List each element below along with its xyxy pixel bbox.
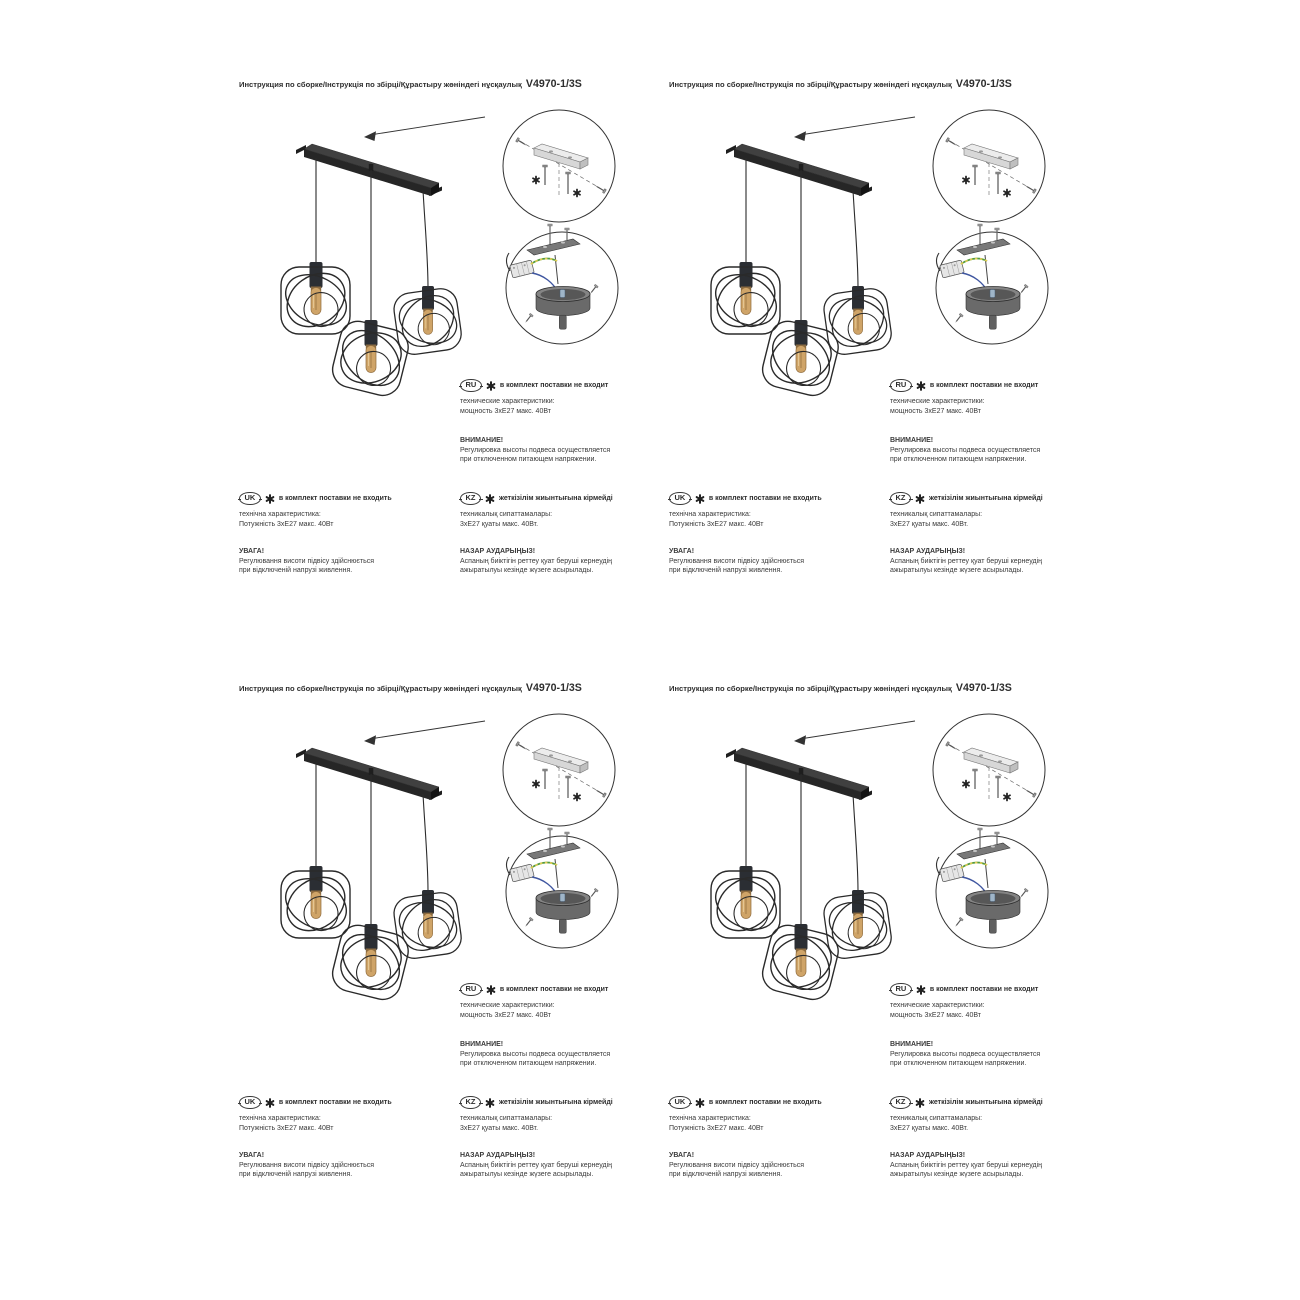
uk-warning-block bbox=[669, 547, 804, 576]
pendant-lamp-drawing bbox=[273, 144, 472, 400]
kz-not-included-note: жеткізілім жиынтығына кірмейді bbox=[929, 1098, 1043, 1106]
uk-warning-line2: при відключеній напрузі живлення. bbox=[669, 1171, 783, 1178]
pendant-lamp-drawing bbox=[273, 748, 472, 1004]
kz-warning-line1: Аспаның биіктігін реттеу қуат беруші кернеудің bbox=[460, 557, 613, 565]
title-text: Инструкция по сборке/Інструкція по збірці/Құрастыру жөніндегі нұсқаулық bbox=[669, 80, 952, 89]
ru-not-included-note: в комплект поставки не входит bbox=[499, 381, 609, 389]
uk-warning-title: УВАГА! bbox=[669, 548, 695, 555]
uk-not-included-note: в комплект поставки не входить bbox=[708, 494, 822, 502]
assembly-figure bbox=[268, 712, 648, 1012]
title-text: Инструкция по сборке/Інструкція по збірці/Құрастыру жөніндегі нұсқаулық bbox=[239, 80, 522, 89]
asterisk-icon bbox=[485, 494, 495, 504]
instruction-sheet bbox=[660, 70, 1090, 671]
kz-spec-value: 3хЕ27 қуаты макс. 40Вт. bbox=[890, 1124, 969, 1132]
sheet-title bbox=[669, 78, 1012, 90]
uk-warning-line1: Регулювання висоти підвісу здійснюється bbox=[239, 557, 375, 565]
sheet-title bbox=[239, 682, 582, 694]
kz-spec-title: техникалық сипаттамалары: bbox=[460, 1115, 553, 1122]
instruction-sheet bbox=[660, 674, 1090, 1275]
pendant-lamp-drawing bbox=[703, 144, 902, 400]
asterisk-icon bbox=[265, 494, 275, 504]
uk-warning-line2: при відключеній напрузі живлення. bbox=[239, 567, 353, 574]
cage-shade-right bbox=[815, 883, 902, 967]
lang-badge-uk: UK bbox=[669, 492, 691, 506]
ru-spec-block bbox=[890, 378, 1038, 416]
uk-warning-line2: при відключеній напрузі живлення. bbox=[669, 567, 783, 574]
kz-spec-title: техникалық сипаттамалары: bbox=[890, 1115, 983, 1122]
uk-spec-title: технічна характеристика: bbox=[669, 1115, 751, 1122]
kz-not-included-note: жеткізілім жиынтығына кірмейді bbox=[929, 494, 1043, 502]
kz-spec-value: 3хЕ27 қуаты макс. 40Вт. bbox=[890, 520, 969, 528]
ru-warning-block bbox=[460, 1040, 610, 1069]
mounting-bracket-inset bbox=[933, 110, 1045, 222]
uk-warning-line1: Регулювання висоти підвісу здійснюється bbox=[669, 1161, 805, 1169]
ru-not-included-note: в комплект поставки не входит bbox=[499, 985, 609, 993]
asterisk-icon bbox=[916, 985, 926, 995]
ru-warning-line1: Регулировка высоты подвеса осуществляется bbox=[460, 446, 611, 454]
uk-warning-line2: при відключеній напрузі живлення. bbox=[239, 1171, 353, 1178]
arrow-pointer bbox=[794, 721, 915, 745]
arrow-pointer bbox=[794, 117, 915, 141]
ru-warning-block bbox=[460, 436, 610, 465]
lang-badge-kz: KZ bbox=[890, 1096, 911, 1110]
mounting-bracket-inset bbox=[503, 714, 615, 826]
ru-warning-line1: Регулировка высоты подвеса осуществляется bbox=[890, 1050, 1041, 1058]
uk-warning-title: УВАГА! bbox=[239, 1152, 265, 1159]
ru-spec-title: технические характеристики: bbox=[890, 1002, 985, 1009]
lang-badge-kz: KZ bbox=[460, 492, 481, 506]
ru-not-included-note: в комплект поставки не входит bbox=[929, 985, 1039, 993]
ru-spec-block bbox=[890, 982, 1038, 1020]
lang-badge-kz: KZ bbox=[890, 492, 911, 506]
ru-spec-value: мощность 3хЕ27 макс. 40Вт bbox=[890, 407, 981, 415]
kz-spec-value: 3хЕ27 қуаты макс. 40Вт. bbox=[460, 1124, 539, 1132]
uk-warning-title: УВАГА! bbox=[239, 548, 265, 555]
ru-warning-line2: при отключенном питающем напряжении. bbox=[890, 1060, 1027, 1067]
title-text: Инструкция по сборке/Інструкція по збірці/Құрастыру жөніндегі нұсқаулық bbox=[239, 684, 522, 693]
kz-warning-title: НАЗАР АУДАРЫҢЫЗ! bbox=[460, 548, 536, 555]
uk-warning-title: УВАГА! bbox=[669, 1152, 695, 1159]
kz-spec-title: техникалық сипаттамалары: bbox=[460, 511, 553, 518]
assembly-figure bbox=[698, 712, 1078, 1012]
ru-warning-title: ВНИМАНИЕ! bbox=[460, 437, 504, 444]
uk-spec-value: Потужність 3хЕ27 макс. 40Вт bbox=[239, 1124, 334, 1132]
ru-warning-title: ВНИМАНИЕ! bbox=[890, 437, 934, 444]
model-number: V4970-1/3S bbox=[525, 78, 582, 90]
ru-spec-title: технические характеристики: bbox=[460, 398, 555, 405]
ru-spec-value: мощность 3хЕ27 макс. 40Вт bbox=[890, 1011, 981, 1019]
uk-warning-block bbox=[239, 547, 374, 576]
ru-warning-block bbox=[890, 436, 1040, 465]
lang-badge-ru: RU bbox=[890, 379, 912, 393]
kz-warning-line2: ажыратылуы кезінде жүзеге асырылады. bbox=[890, 567, 1024, 574]
arrow-pointer bbox=[364, 721, 485, 745]
kz-not-included-note: жеткізілім жиынтығына кірмейді bbox=[499, 1098, 613, 1106]
ru-warning-line1: Регулировка высоты подвеса осуществляется bbox=[890, 446, 1041, 454]
asterisk-icon bbox=[915, 494, 925, 504]
canopy-wiring-inset bbox=[506, 224, 618, 344]
uk-spec-block bbox=[239, 491, 392, 529]
ru-not-included-note: в комплект поставки не входит bbox=[929, 381, 1039, 389]
lang-badge-uk: UK bbox=[669, 1096, 691, 1110]
canopy-wiring-inset bbox=[936, 828, 1048, 948]
cage-shade-left bbox=[703, 863, 789, 945]
ru-spec-value: мощность 3хЕ27 макс. 40Вт bbox=[460, 407, 551, 415]
mounting-bracket-inset bbox=[503, 110, 615, 222]
kz-warning-line2: ажыратылуы кезінде жүзеге асырылады. bbox=[890, 1171, 1024, 1178]
sheet-title bbox=[669, 682, 1012, 694]
ru-warning-title: ВНИМАНИЕ! bbox=[890, 1041, 934, 1048]
assembly-figure bbox=[698, 108, 1078, 408]
cage-shade-right bbox=[815, 279, 902, 363]
model-number: V4970-1/3S bbox=[525, 682, 582, 694]
kz-spec-block bbox=[460, 491, 613, 529]
ru-spec-title: технические характеристики: bbox=[460, 1002, 555, 1009]
ru-spec-block bbox=[460, 982, 608, 1020]
uk-spec-title: технічна характеристика: bbox=[669, 511, 751, 518]
sheet-title bbox=[239, 78, 582, 90]
uk-warning-line1: Регулювання висоти підвісу здійснюється bbox=[239, 1161, 375, 1169]
asterisk-icon bbox=[265, 1098, 275, 1108]
kz-warning-line2: ажыратылуы кезінде жүзеге асырылады. bbox=[460, 567, 594, 574]
lang-badge-kz: KZ bbox=[460, 1096, 481, 1110]
model-number: V4970-1/3S bbox=[955, 682, 1012, 694]
asterisk-icon bbox=[916, 381, 926, 391]
kz-spec-block bbox=[890, 491, 1043, 529]
uk-spec-block bbox=[669, 491, 822, 529]
cage-shade-right bbox=[385, 279, 472, 363]
uk-warning-block bbox=[239, 1151, 374, 1180]
lang-badge-ru: RU bbox=[460, 983, 482, 997]
uk-spec-value: Потужність 3хЕ27 макс. 40Вт bbox=[669, 520, 764, 528]
title-text: Инструкция по сборке/Інструкція по збірці/Құрастыру жөніндегі нұсқаулық bbox=[669, 684, 952, 693]
ru-warning-line1: Регулировка высоты подвеса осуществляется bbox=[460, 1050, 611, 1058]
asterisk-icon bbox=[485, 1098, 495, 1108]
kz-not-included-note: жеткізілім жиынтығына кірмейді bbox=[499, 494, 613, 502]
uk-not-included-note: в комплект поставки не входить bbox=[278, 494, 392, 502]
uk-not-included-note: в комплект поставки не входить bbox=[708, 1098, 822, 1106]
kz-warning-line1: Аспаның биіктігін реттеу қуат беруші кернеудің bbox=[890, 1161, 1043, 1169]
pendant-lamp-drawing bbox=[703, 748, 902, 1004]
uk-spec-block bbox=[669, 1095, 822, 1133]
kz-warning-line2: ажыратылуы кезінде жүзеге асырылады. bbox=[460, 1171, 594, 1178]
instruction-sheet bbox=[230, 70, 660, 671]
uk-warning-line1: Регулювання висоти підвісу здійснюється bbox=[669, 557, 805, 565]
ru-spec-block bbox=[460, 378, 608, 416]
kz-spec-value: 3хЕ27 қуаты макс. 40Вт. bbox=[460, 520, 539, 528]
kz-warning-block bbox=[890, 547, 1042, 576]
asterisk-icon bbox=[486, 985, 496, 995]
kz-warning-line1: Аспаның биіктігін реттеу қуат беруші кернеудің bbox=[890, 557, 1043, 565]
kz-spec-block bbox=[890, 1095, 1043, 1133]
assembly-figure bbox=[268, 108, 648, 408]
ru-warning-line2: при отключенном питающем напряжении. bbox=[460, 456, 597, 463]
uk-warning-block bbox=[669, 1151, 804, 1180]
cage-shade-left bbox=[703, 259, 789, 341]
kz-warning-title: НАЗАР АУДАРЫҢЫЗ! bbox=[890, 548, 966, 555]
uk-spec-block bbox=[239, 1095, 392, 1133]
kz-warning-line1: Аспаның биіктігін реттеу қуат беруші кернеудің bbox=[460, 1161, 613, 1169]
cage-shade-left bbox=[273, 863, 359, 945]
uk-spec-title: технічна характеристика: bbox=[239, 1115, 321, 1122]
arrow-pointer bbox=[364, 117, 485, 141]
kz-warning-title: НАЗАР АУДАРЫҢЫЗ! bbox=[460, 1152, 536, 1159]
asterisk-icon bbox=[915, 1098, 925, 1108]
ru-spec-value: мощность 3хЕ27 макс. 40Вт bbox=[460, 1011, 551, 1019]
cage-shade-right bbox=[385, 883, 472, 967]
asterisk-icon bbox=[486, 381, 496, 391]
uk-spec-value: Потужність 3хЕ27 макс. 40Вт bbox=[239, 520, 334, 528]
model-number: V4970-1/3S bbox=[955, 78, 1012, 90]
kz-spec-title: техникалық сипаттамалары: bbox=[890, 511, 983, 518]
ru-warning-title: ВНИМАНИЕ! bbox=[460, 1041, 504, 1048]
canopy-wiring-inset bbox=[506, 828, 618, 948]
uk-spec-title: технічна характеристика: bbox=[239, 511, 321, 518]
canopy-wiring-inset bbox=[936, 224, 1048, 344]
lang-badge-ru: RU bbox=[460, 379, 482, 393]
ru-warning-line2: при отключенном питающем напряжении. bbox=[460, 1060, 597, 1067]
kz-warning-block bbox=[460, 547, 612, 576]
kz-spec-block bbox=[460, 1095, 613, 1133]
ru-spec-title: технические характеристики: bbox=[890, 398, 985, 405]
lang-badge-uk: UK bbox=[239, 492, 261, 506]
uk-not-included-note: в комплект поставки не входить bbox=[278, 1098, 392, 1106]
kz-warning-block bbox=[460, 1151, 612, 1180]
asterisk-icon bbox=[695, 1098, 705, 1108]
mounting-bracket-inset bbox=[933, 714, 1045, 826]
lang-badge-ru: RU bbox=[890, 983, 912, 997]
ru-warning-block bbox=[890, 1040, 1040, 1069]
kz-warning-block bbox=[890, 1151, 1042, 1180]
kz-warning-title: НАЗАР АУДАРЫҢЫЗ! bbox=[890, 1152, 966, 1159]
asterisk-icon bbox=[695, 494, 705, 504]
lang-badge-uk: UK bbox=[239, 1096, 261, 1110]
uk-spec-value: Потужність 3хЕ27 макс. 40Вт bbox=[669, 1124, 764, 1132]
cage-shade-left bbox=[273, 259, 359, 341]
instruction-sheet bbox=[230, 674, 660, 1275]
ru-warning-line2: при отключенном питающем напряжении. bbox=[890, 456, 1027, 463]
